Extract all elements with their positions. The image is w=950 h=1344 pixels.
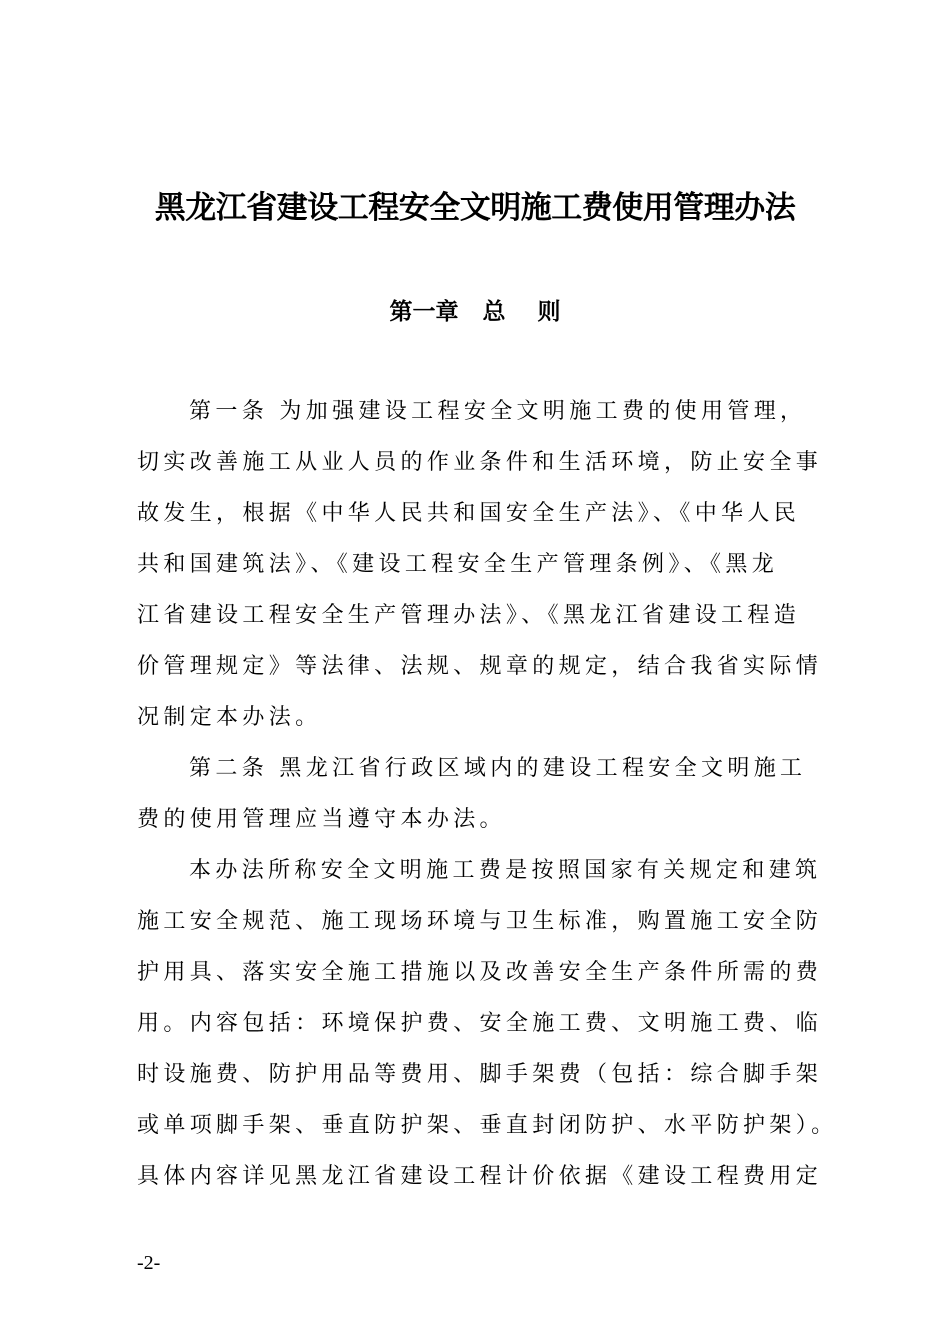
text-line: 用。内容包括：环境保护费、安全施工费、文明施工费、临 <box>137 1011 823 1036</box>
chapter-heading: 第一章 总 则 <box>389 298 561 325</box>
text-line: 况制定本办法。 <box>137 705 322 730</box>
text-line: 费的使用管理应当遵守本办法。 <box>137 807 506 832</box>
text-line: 故发生，根据《中华人民共和国安全生产法》、《中华人民 <box>137 501 801 526</box>
text-line: 共和国建筑法》、《建设工程安全生产管理条例》、《黑龙 <box>137 552 779 577</box>
text-line: 切实改善施工从业人员的作业条件和生活环境，防止安全事 <box>137 450 823 475</box>
text-line: 本办法所称安全文明施工费是按照国家有关规定和建筑 <box>189 858 822 883</box>
text-line: 时设施费、防护用品等费用、脚手架费（包括：综合脚手架 <box>137 1062 823 1087</box>
document-title: 黑龙江省建设工程安全文明施工费使用管理办法 <box>154 190 796 226</box>
text-line: 价管理规定》等法律、法规、规章的规定，结合我省实际情 <box>137 654 823 679</box>
text-line: 护用具、落实安全施工措施以及改善安全生产条件所需的费 <box>137 960 823 985</box>
text-line: 施工安全规范、施工现场环境与卫生标准，购置施工安全防 <box>137 909 823 934</box>
text-line: 第二条 黑龙江省行政区域内的建设工程安全文明施工 <box>189 756 807 781</box>
page-number: -2- <box>137 1252 161 1274</box>
text-line: 具体内容详见黑龙江省建设工程计价依据《建设工程费用定 <box>137 1164 823 1189</box>
text-line: 江省建设工程安全生产管理办法》、《黑龙江省建设工程造 <box>137 603 801 628</box>
text-line: 或单项脚手架、垂直防护架、垂直封闭防护、水平防护架）。 <box>137 1113 838 1138</box>
text-line: 第一条 为加强建设工程安全文明施工费的使用管理， <box>189 399 807 424</box>
